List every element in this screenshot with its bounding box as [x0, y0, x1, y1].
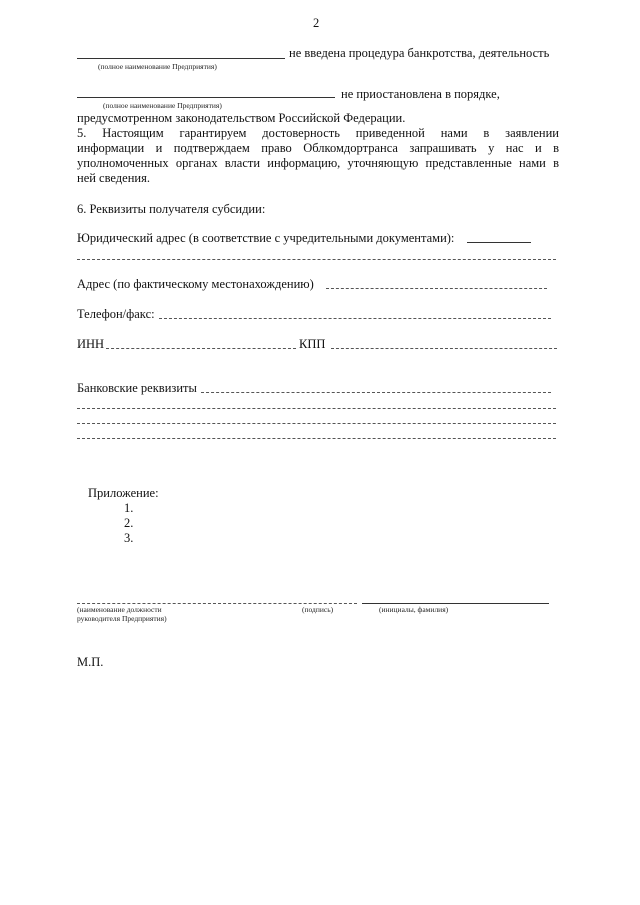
requisites-heading: 6. Реквизиты получателя субсидии: — [77, 202, 266, 216]
bank-details-field-3[interactable] — [77, 423, 556, 424]
legal-address-field[interactable] — [467, 242, 531, 243]
clause5-line3: уполномоченных органах власти информацию, уточняющую представленные нами в — [77, 156, 559, 170]
signature-caption: (подпись) — [302, 605, 334, 614]
inn-field[interactable] — [106, 348, 296, 349]
clause4-line3-text: предусмотренном законодательством Российской Федерации. — [77, 111, 406, 125]
page-number: 2 — [313, 16, 320, 30]
enterprise-name-caption-2: (полное наименование Предприятия) — [103, 101, 222, 110]
attachment-item-3: 3. — [124, 531, 134, 545]
inn-label: ИНН — [77, 337, 105, 351]
legal-address-label: Юридический адрес (в соответствие с учредительными документами): — [77, 231, 455, 245]
phone-fax-field[interactable] — [159, 318, 551, 319]
position-caption-line2: руководителя Предприятия) — [77, 614, 167, 623]
clause4-line1-text: не введена процедура банкротства, деятельность — [289, 46, 550, 60]
enterprise-name-line-1[interactable] — [77, 58, 285, 59]
attachment-item-1: 1. — [124, 501, 134, 515]
bank-details-field-2[interactable] — [77, 408, 556, 409]
bank-details-field-4[interactable] — [77, 438, 556, 439]
attachment-item-2: 2. — [124, 516, 134, 530]
actual-address-label: Адрес (по фактическому местонахождению) — [77, 277, 314, 291]
clause5-line1: 5. Настоящим гарантируем достоверность приведенной нами в заявлении — [77, 126, 559, 140]
name-line[interactable] — [362, 603, 549, 604]
attachment-heading: Приложение: — [88, 486, 159, 500]
enterprise-name-caption-1: (полное наименование Предприятия) — [98, 62, 217, 71]
legal-address-field-continued[interactable] — [77, 259, 556, 260]
clause5-line2: информации и подтверждаем право Облкомдортранса запрашивать у нас и в — [77, 141, 559, 155]
position-signature-line[interactable] — [77, 603, 357, 604]
bank-details-label: Банковские реквизиты — [77, 381, 197, 395]
kpp-field[interactable] — [331, 348, 557, 349]
phone-fax-label: Телефон/факс: — [77, 307, 155, 321]
name-caption: (инициалы, фамилия) — [379, 605, 449, 614]
bank-details-field-1[interactable] — [201, 392, 551, 393]
kpp-label: КПП — [299, 337, 326, 351]
actual-address-field[interactable] — [326, 288, 547, 289]
clause4-line2-text: не приостановлена в порядке, — [341, 87, 500, 101]
position-caption-line1: (наименование должности — [77, 605, 162, 614]
clause5-line4: ней сведения. — [77, 171, 150, 185]
stamp-label: М.П. — [77, 655, 104, 669]
enterprise-name-line-2[interactable] — [77, 97, 335, 98]
